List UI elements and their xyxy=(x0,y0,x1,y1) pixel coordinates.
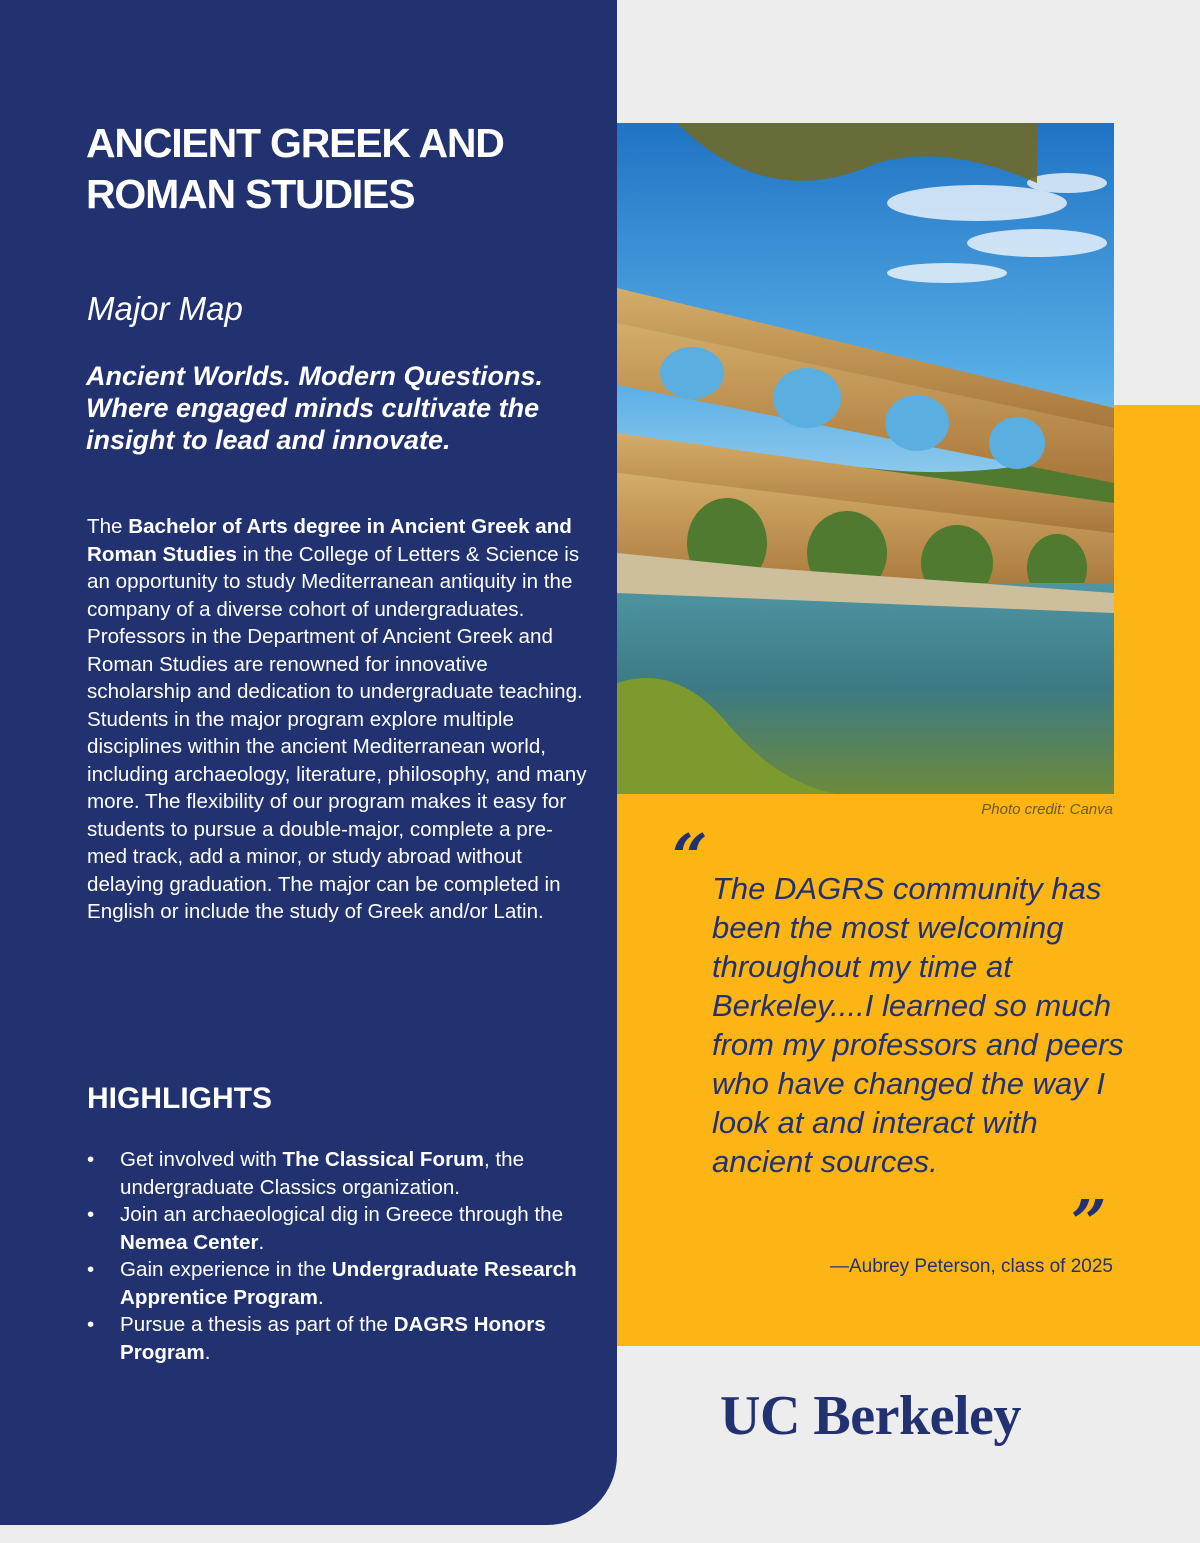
testimonial-quote: The DAGRS community has been the most welcoming throughout my time at Berkeley....I learned so much from my professors and peers who have changed the way I look at and interact with ancient sources. xyxy=(712,871,1124,1179)
highlight-item xyxy=(87,1256,587,1311)
highlights-heading: HIGHLIGHTS xyxy=(87,1082,272,1115)
aqueduct-photo xyxy=(617,123,1114,794)
highlight-link-nemea-center: Nemea Center xyxy=(120,1230,259,1254)
quote-attribution: —Aubrey Peterson, class of 2025 xyxy=(829,1256,1113,1277)
highlight-text: . xyxy=(204,1340,211,1364)
highlight-link-urap: Undergraduate Research Apprentice Program xyxy=(120,1258,577,1309)
photo-credit: Photo credit: Canva xyxy=(981,801,1113,818)
highlight-text: Pursue a thesis as part of the xyxy=(120,1313,394,1336)
uc-berkeley-logo: UC Berkeley xyxy=(720,1385,1021,1447)
highlight-text: Join an archaeological dig in Greece through the xyxy=(120,1203,564,1226)
highlight-link-classical-forum: The Classical Forum xyxy=(282,1148,484,1171)
bullet: • xyxy=(87,1203,95,1226)
close-quote-icon: ” xyxy=(1071,1186,1107,1259)
highlight-item xyxy=(87,1311,587,1366)
tagline: Ancient Worlds. Modern Questions. Where engaged minds cultivate the insight to lead and innovate. xyxy=(86,361,544,455)
intro-text-2: in the College of Letters & Science is an opportunity to study Mediterranean antiquity in the company of a diverse cohort of undergraduates. Professors in the Department of Ancient Greek and Roman Studies are renowned for innovative scholarship and dedication to undergraduate teaching. Students in the major program explore multiple disciplines within the ancient Mediterranean world, including archaeology, literature, philosophy, and many more. The flexibility of our program makes it easy for students to pursue a double-major, complete a pre-med track, add a minor, or study abroad without delaying graduation. The major can be completed in English or include the study of Greek and/or Latin. xyxy=(87,542,587,923)
highlight-item xyxy=(87,1146,587,1201)
highlight-link-honors-program: DAGRS Honors Program xyxy=(120,1313,546,1364)
highlights-list xyxy=(87,1146,587,1366)
bullet: • xyxy=(87,1258,95,1281)
bullet: • xyxy=(87,1148,95,1171)
highlight-text: . xyxy=(258,1230,265,1254)
highlight-text: Get involved with xyxy=(120,1148,283,1171)
highlight-text: , the undergraduate Classics organization. xyxy=(120,1148,525,1199)
highlight-text: . xyxy=(317,1285,324,1309)
open-quote-icon: “ xyxy=(672,820,708,893)
page-subtitle: Major Map xyxy=(87,290,243,327)
intro-degree-name: Bachelor of Arts degree in Ancient Greek and Roman Studies xyxy=(87,515,572,566)
page-title: ANCIENT GREEK AND ROMAN STUDIES xyxy=(86,120,504,217)
intro-paragraph xyxy=(87,513,587,926)
bullet: • xyxy=(87,1313,95,1336)
intro-text-1: The xyxy=(87,515,129,538)
highlight-text: Gain experience in the xyxy=(120,1258,332,1281)
highlight-item xyxy=(87,1201,587,1256)
